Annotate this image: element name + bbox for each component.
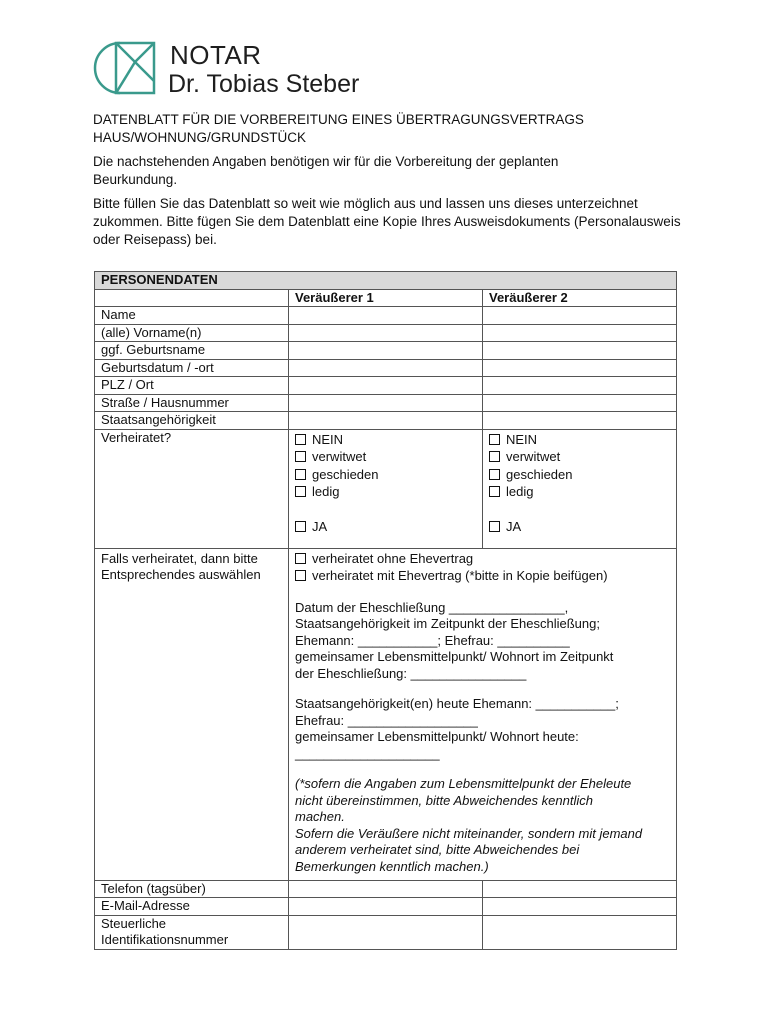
birthdate-field-2[interactable] bbox=[483, 359, 677, 377]
checkbox-icon[interactable] bbox=[295, 469, 306, 480]
tax-id-field-2[interactable] bbox=[483, 915, 677, 949]
name-field-2[interactable] bbox=[483, 307, 677, 325]
notary-logo bbox=[92, 40, 158, 96]
option-yes-1[interactable]: JA bbox=[295, 518, 478, 536]
personal-data-table bbox=[94, 271, 677, 950]
email-field-2[interactable] bbox=[483, 898, 677, 916]
marriage-details-cell bbox=[289, 548, 677, 880]
option-no-prenup[interactable]: verheiratet ohne Ehevertrag bbox=[295, 550, 672, 568]
current-citizenship-block: Staatsangehörigkeit(en) heute Ehemann: ___________; Ehefrau: __________________ gemeinsamer Lebensmittelpunkt/ Wohnort heute: ____________________ bbox=[295, 696, 619, 761]
option-no-2[interactable]: NEIN bbox=[489, 431, 672, 449]
birthname-field-2[interactable] bbox=[483, 342, 677, 360]
phone-field-2[interactable] bbox=[483, 880, 677, 898]
column-header-seller-1: Veräußerer 1 bbox=[289, 289, 483, 307]
zip-city-field-2[interactable] bbox=[483, 377, 677, 395]
option-no-1[interactable]: NEIN bbox=[295, 431, 478, 449]
row-label-birthname: ggf. Geburtsname bbox=[95, 342, 289, 360]
intro-paragraph-2: Bitte füllen Sie das Datenblatt so weit wie möglich aus und lassen uns dieses unterzeichnet zukommen. Bitte fügen Sie dem Datenblatt eine Kopie Ihres Ausweisdokuments (Personalausweis oder Reisepass) bei. bbox=[93, 196, 681, 247]
document-title: DATENBLATT FÜR DIE VORBEREITUNG EINES ÜBERTRAGUNGSVERTRAGS HAUS/WOHNUNG/GRUNDSTÜCK bbox=[93, 112, 584, 145]
row-label-zip-city: PLZ / Ort bbox=[95, 377, 289, 395]
option-single-1[interactable]: ledig bbox=[295, 483, 478, 501]
checkbox-icon[interactable] bbox=[489, 521, 500, 532]
column-header-seller-2: Veräußerer 2 bbox=[483, 289, 677, 307]
checkbox-icon[interactable] bbox=[295, 434, 306, 445]
row-label-street: Straße / Hausnummer bbox=[95, 394, 289, 412]
row-label-citizenship: Staatsangehörigkeit bbox=[95, 412, 289, 430]
row-label-email: E-Mail-Adresse bbox=[95, 898, 289, 916]
citizenship-field-1[interactable] bbox=[289, 412, 483, 430]
brand-title: NOTAR bbox=[170, 40, 262, 70]
option-single-2[interactable]: ledig bbox=[489, 483, 672, 501]
row-label-tax-id: Steuerliche Identifikationsnummer bbox=[95, 915, 289, 949]
marriage-date-block: Datum der Eheschließung ________________, Staatsangehörigkeit im Zeitpunkt der Eheschließung; Ehemann: ___________; Ehefrau: __________ gemeinsamer Lebensmittelpunkt/ Wohnort im Zeitpunkt der Eheschließung: ________________ bbox=[295, 599, 614, 681]
brand-name: Dr. Tobias Steber bbox=[168, 70, 360, 98]
checkbox-icon[interactable] bbox=[489, 469, 500, 480]
option-with-prenup[interactable]: verheiratet mit Ehevertrag (*bitte in Kopie beifügen) bbox=[295, 567, 672, 585]
birthname-field-1[interactable] bbox=[289, 342, 483, 360]
married-options-2 bbox=[483, 429, 677, 548]
checkbox-icon[interactable] bbox=[489, 451, 500, 462]
email-field-1[interactable] bbox=[289, 898, 483, 916]
empty-header-cell bbox=[95, 289, 289, 307]
street-field-2[interactable] bbox=[483, 394, 677, 412]
checkbox-icon[interactable] bbox=[295, 570, 306, 581]
citizenship-field-2[interactable] bbox=[483, 412, 677, 430]
option-divorced-2[interactable]: geschieden bbox=[489, 466, 672, 484]
checkbox-icon[interactable] bbox=[489, 486, 500, 497]
phone-field-1[interactable] bbox=[289, 880, 483, 898]
firstnames-field-2[interactable] bbox=[483, 324, 677, 342]
checkbox-icon[interactable] bbox=[295, 451, 306, 462]
note-block: (*sofern die Angaben zum Lebensmittelpunkt der Eheleute nicht übereinstimmen, bitte Abweichendes kenntlich machen. Sofern die Veräußere nicht miteinander, sondern mit jemand anderem verheiratet sind, bitte Abweichendes bei Bemerkungen kenntlich machen.) bbox=[295, 776, 643, 874]
intro-paragraph-1: Die nachstehenden Angaben benötigen wir für die Vorbereitung der geplanten Beurkundung. bbox=[93, 154, 559, 187]
checkbox-icon[interactable] bbox=[295, 553, 306, 564]
row-label-firstnames: (alle) Vorname(n) bbox=[95, 324, 289, 342]
zip-city-field-1[interactable] bbox=[289, 377, 483, 395]
option-divorced-1[interactable]: geschieden bbox=[295, 466, 478, 484]
checkbox-icon[interactable] bbox=[295, 486, 306, 497]
tax-id-field-1[interactable] bbox=[289, 915, 483, 949]
row-label-if-married: Falls verheiratet, dann bitte Entsprechendes auswählen bbox=[95, 548, 289, 880]
row-label-name: Name bbox=[95, 307, 289, 325]
section-header: PERSONENDATEN bbox=[95, 272, 677, 290]
option-widowed-2[interactable]: verwitwet bbox=[489, 448, 672, 466]
street-field-1[interactable] bbox=[289, 394, 483, 412]
birthdate-field-1[interactable] bbox=[289, 359, 483, 377]
row-label-phone: Telefon (tagsüber) bbox=[95, 880, 289, 898]
name-field-1[interactable] bbox=[289, 307, 483, 325]
firstnames-field-1[interactable] bbox=[289, 324, 483, 342]
row-label-married: Verheiratet? bbox=[95, 429, 289, 548]
married-options-1 bbox=[289, 429, 483, 548]
row-label-birthdate: Geburtsdatum / -ort bbox=[95, 359, 289, 377]
option-widowed-1[interactable]: verwitwet bbox=[295, 448, 478, 466]
option-yes-2[interactable]: JA bbox=[489, 518, 672, 536]
checkbox-icon[interactable] bbox=[295, 521, 306, 532]
checkbox-icon[interactable] bbox=[489, 434, 500, 445]
